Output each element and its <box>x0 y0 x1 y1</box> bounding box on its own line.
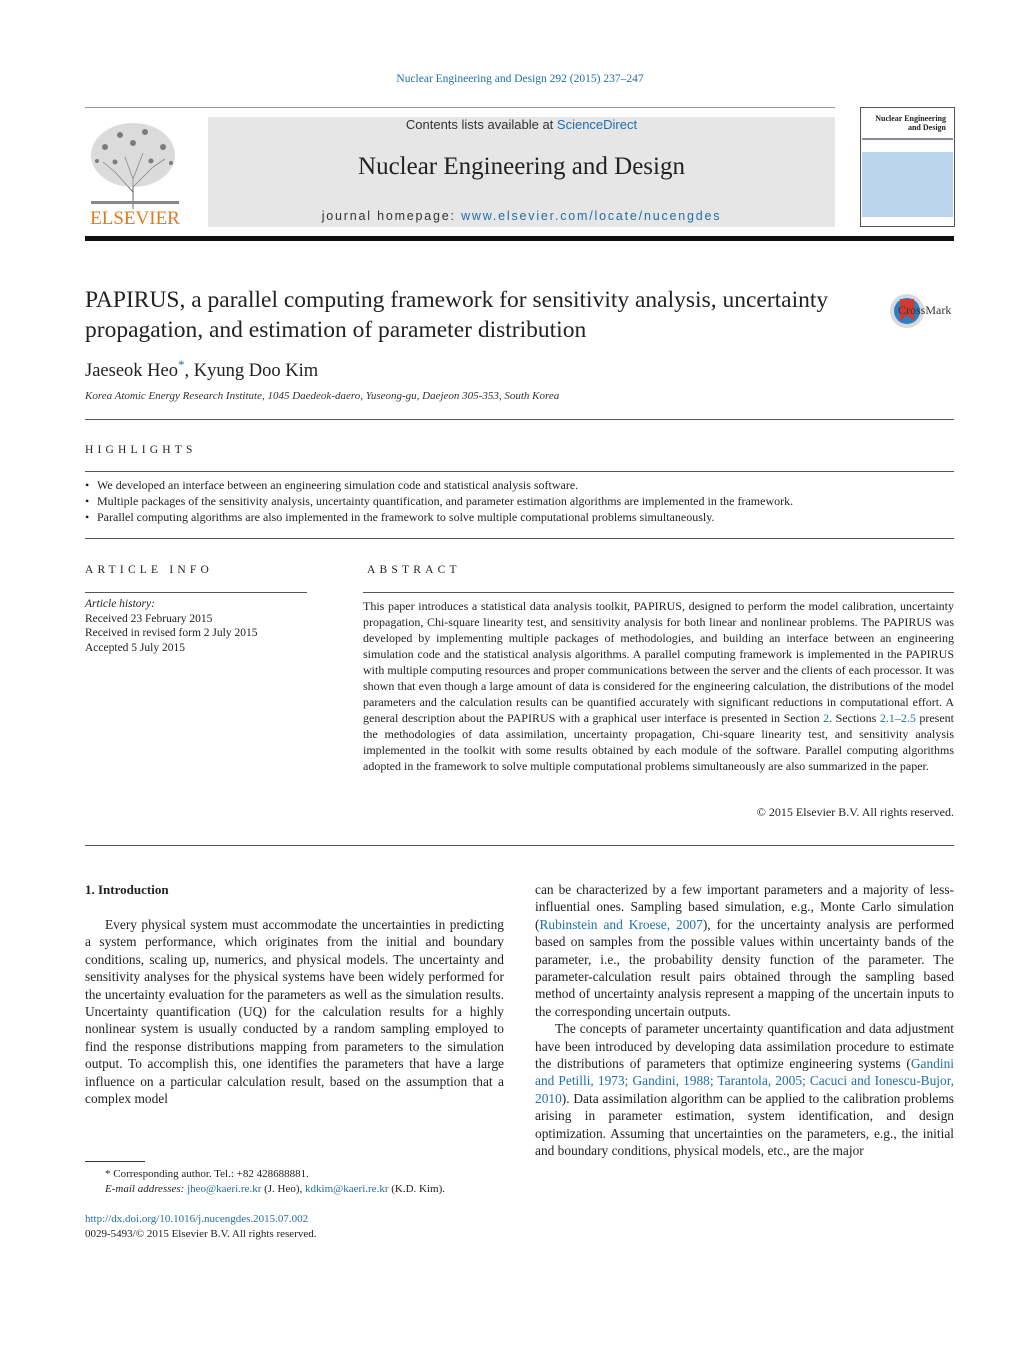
highlights-list <box>85 477 954 525</box>
abstract-copyright: © 2015 Elsevier B.V. All rights reserved. <box>756 805 954 819</box>
author-heo: Jaeseok Heo <box>85 361 178 382</box>
abstract-text: This paper introduces a statistical data analysis toolkit, PAPIRUS, designed to perform the model calibration, uncertainty propagation, Chi-square linearity test, and sensitivity analysis for both linear and nonlinear problems. The PAPIRUS was developed by implementing multiple packages of methodologies, and building an interface between an engineering simulation code and the statistical analysis algorithms. A parallel computing framework is implemented in the PAPIRUS with multiple computing resources and proper communications between the server and the clients of each processor. It was shown that even though a large amount of data is considered for the engineering calculation, the distributions of the model parameters and the calculation results can be quantified accurately with significant reductions in computational effort. A general description about the PAPIRUS with a graphical user interface is presented in Section 2. Sections 2.1–2.5 present the methodologies of data assimilation, uncertainty propagation, Chi-square linearity test, and sensitivity analysis implemented in the toolkit with some results obtained by each module of the software. Parallel computing algorithms adopted in the framework to solve multiple computational problems simultaneously are also summarized in the paper. <box>363 599 954 773</box>
email-kim-link[interactable]: kdkim@kaeri.re.kr <box>305 1182 389 1195</box>
history-label: Article history: <box>85 598 155 610</box>
doi-block <box>85 1212 317 1241</box>
header-bottom-rule <box>85 236 954 241</box>
rule-highlights-top <box>85 471 954 472</box>
body-column-left: Every physical system must accommodate the uncertainties in predicting a system performance, which originates from the initial and boundary conditions, scaling up, numerics, and physical models. The uncertainty and sensitivity analyses for the physical systems have been widely performed for the uncertainty evaluation for the parameters as well as the simulation results. Uncertainty quantification (UQ) for the calculation results for a highly nonlinear system is usually conducted by a random sampling employed to find the response distributions mapping from parameters to the simulation output. To accomplish this, one identifies the parameters that have a large influence on a particular calculation result, based on the assumption that a complex model <box>85 917 504 1107</box>
article-title: PAPIRUS, a parallel computing framework for sensitivity analysis, uncertainty propagation, and estimation of parameter distribution <box>85 287 829 343</box>
received-date: Received 23 February 2015 <box>85 612 213 625</box>
section-heading-introduction: 1. Introduction <box>85 882 169 897</box>
article-info-heading: ARTICLE INFO <box>85 564 213 576</box>
body-column-right <box>535 881 954 1160</box>
sciencedirect-link[interactable]: ScienceDirect <box>556 117 638 132</box>
journal-homepage: journal homepage: www.elsevier.com/locate/nucengdes <box>321 209 722 223</box>
footnote: * Corresponding author. Tel.: +82 428688881. E-mail addresses: jheo@kaeri.re.kr (J. Heo), kdkim@kaeri.re.kr (K.D. Kim). <box>105 1168 446 1195</box>
sections-2.1-2.5-link[interactable]: 2.1–2.5 <box>879 711 916 725</box>
citation-gandini-link[interactable]: Gandini and Petilli, 1973; Gandini, 1988; Tarantola, 2005; Cacuci and Ionescu-Bujor, 2010 <box>535 1056 954 1106</box>
revised-date: Received in revised form 2 July 2015 <box>85 627 258 639</box>
corresponding-author-note: Corresponding author. Tel.: +82 428688881. <box>110 1168 309 1180</box>
journal-cover-thumbnail <box>860 107 955 227</box>
contents-line: Contents lists available at ScienceDirect <box>405 117 638 132</box>
rule-above-highlights <box>85 419 954 420</box>
rule-above-body <box>85 845 954 846</box>
paragraph: The concepts of parameter uncertainty quantification and data adjustment have been introduced by developing data assimilation procedure to estimate the distributions of parameters that optimize engineering systems (Gandini and Petilli, 1973; Gandini, 1988; Tarantola, 2005; Cacuci and Ionescu-Bujor, 2010). Data assimilation algorithm can be applied to the calibration problems arising in parameter estimation, system identification, and design optimization. Assuming that uncertainties on the parameters, e.g., the initial and boundary conditions, physical models, etc., are the major <box>535 1021 954 1159</box>
rule-abstract <box>363 592 954 593</box>
author-list: Jaeseok Heo*, Kyung Doo Kim <box>85 357 319 382</box>
accepted-date: Accepted 5 July 2015 <box>85 641 185 654</box>
abstract-heading: ABSTRACT <box>367 564 461 576</box>
rule-article-info <box>85 592 307 593</box>
highlight-item: • Multiple packages of the sensitivity analysis, uncertainty quantification, and parameter estimation algorithms are implemented in the framework. <box>85 493 954 509</box>
corresponding-author-mark[interactable]: * <box>177 357 185 372</box>
section-2-link[interactable]: 2 <box>823 711 830 725</box>
cover-title-line2: and Design <box>907 123 946 132</box>
author-kim: Kyung Doo Kim <box>193 361 319 382</box>
article-history <box>85 597 257 655</box>
paragraph: can be characterized by a few important parameters and a majority of less-influential ones. Sampling based simulation, e.g., Monte Carlo simulation (Rubinstein and Kroese, 2007), for the uncertainty analysis are performed based on samples from the possible values within uncertainty bands of the parameter, i.e., the probability density function of the parameter. The parameter-calculation result pairs obtained through the sampling based method of uncertainty analysis represent a mapping of the uncertain inputs to the corresponding uncertain outputs. <box>535 882 954 1019</box>
cover-title-line1: Nuclear Engineering <box>875 114 946 123</box>
elsevier-tree-logo <box>85 117 185 227</box>
journal-citation[interactable]: Nuclear Engineering and Design 292 (2015) 237–247 <box>396 73 644 85</box>
journal-homepage-link[interactable]: www.elsevier.com/locate/nucengdes <box>461 209 722 223</box>
header-top-rule <box>85 107 835 108</box>
highlight-item: • We developed an interface between an engineering simulation code and statistical analysis software. <box>85 477 954 493</box>
highlight-item: • Parallel computing algorithms are also implemented in the framework to solve multiple computational problems simultaneously. <box>85 509 954 525</box>
rule-highlights-bottom <box>85 538 954 539</box>
journal-name: Nuclear Engineering and Design <box>358 153 685 180</box>
citation-rubinstein-link[interactable]: Rubinstein and Kroese, 2007 <box>539 916 703 932</box>
highlights-heading: HIGHLIGHTS <box>85 444 197 456</box>
footnote-rule <box>85 1161 145 1162</box>
issn-copyright: 0029-5493/© 2015 Elsevier B.V. All rights reserved. <box>85 1227 317 1240</box>
affiliation: Korea Atomic Energy Research Institute, 1045 Daedeok-daero, Yuseong-gu, Daejeon 305-353, South Korea <box>85 390 560 402</box>
doi-link[interactable]: http://dx.doi.org/10.1016/j.nucengdes.2015.07.002 <box>85 1213 309 1225</box>
crossmark-label[interactable]: CrossMark <box>898 303 952 317</box>
elsevier-wordmark: ELSEVIER <box>90 208 180 227</box>
email-heo-link[interactable]: jheo@kaeri.re.kr <box>187 1182 262 1195</box>
